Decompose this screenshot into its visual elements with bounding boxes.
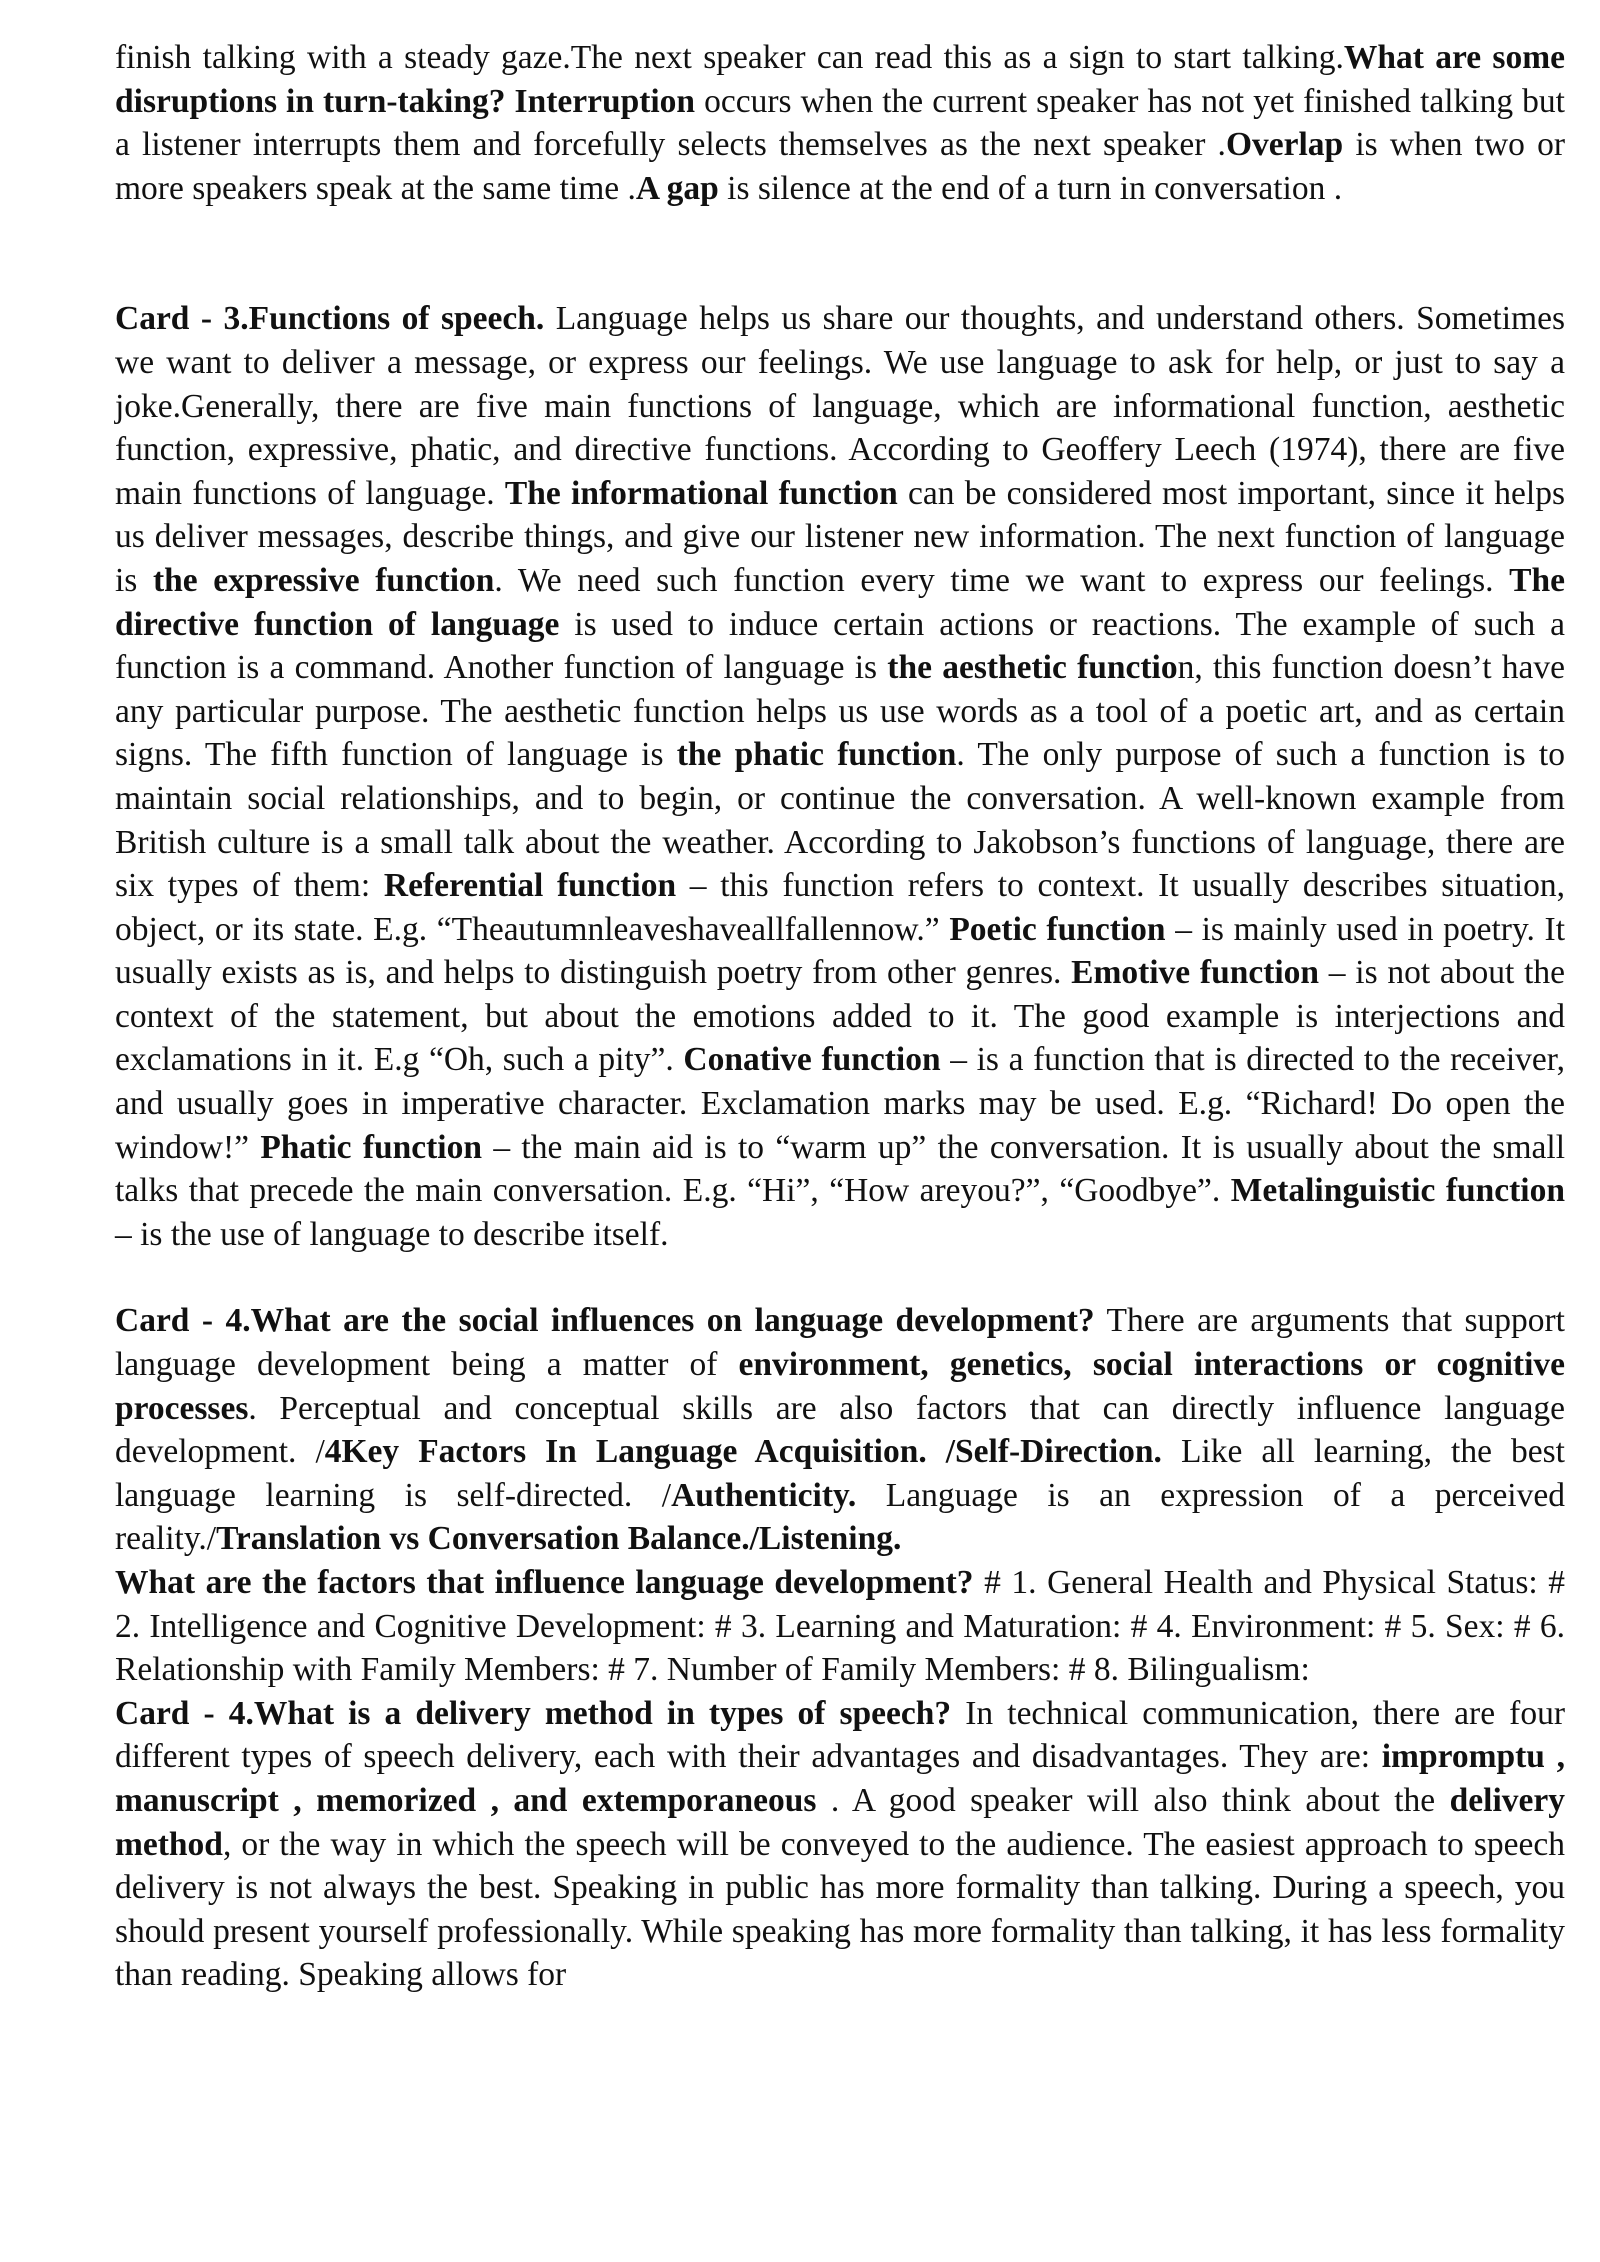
text-run-bold: Interruption [514,82,696,120]
text-run-bold: the expressive function [152,561,495,599]
text-run-bold: 4Key Factors In Language Acquisition. /Self-Direction. [324,1433,1162,1471]
text-run: , or the way in which the speech will be conveyed to the audience. The easiest approach to speech delivery is not always the best. Speaking in public has more formality than talking. During a speech, you should present yourself professionally. While speaking has more formality than talking, it has less formality than reading. Speaking allows for [115,1825,1565,1994]
text-run: is silence at the end of a turn in conversation . [718,169,1343,207]
text-run-bold: A gap [635,169,719,207]
text-run-bold: Conative function [683,1041,941,1079]
question-heading: What are the factors that influence language development? [115,1564,974,1601]
text-run-bold: impromptu , manuscript , memorized , and extemporaneous [115,1738,1565,1819]
document-page [115,36,1565,1997]
text-run-bold: The directive function of language [115,561,1566,643]
text-run: Language is an expression of a perceived reality./ [115,1476,1565,1558]
text-run-bold: Phatic function [260,1128,482,1166]
text-run: – this function refers to context. It usually describes situation, object, or its state. E.g. “Theautumnleaveshaveallfallennow.” [115,867,1565,948]
card-heading: Card - 3.Functions of speech. [115,300,545,338]
text-run: Like all learning, the best language learning is self-directed. / [115,1433,1565,1514]
text-run: . We need such function every time we want to express our feelings. [494,561,1510,599]
text-run: – is a function that is directed to the receiver, and usually goes in imperative character. Exclamation marks may be used. E.g. “Richard! Do open the window!” [115,1041,1565,1166]
text-run: – is the use of language to describe itself. [115,1215,669,1253]
text-run-bold: Authenticity. [671,1476,857,1514]
text-run-bold: the phatic function [676,736,957,774]
card-heading: Card - 4.What are the social influences on language development? [115,1302,1095,1340]
text-run-bold: Overlap [1225,126,1344,164]
text-run: There are arguments that support language development being a matter of [115,1302,1565,1384]
card-heading: Card - 4.What is a delivery method in types of speech? [115,1694,952,1732]
text-run-bold: Metalinguistic function [1230,1172,1565,1210]
text-run: . A good speaker will also think about the [816,1781,1450,1819]
text-run-bold: Emotive function [1071,954,1320,992]
text-run: n, this function doesn’t have any particular purpose. The aesthetic function helps us use words as a tool of a poetic art, and as certain signs. The fifth function of language is [115,649,1565,774]
text-run: – is mainly used in poetry. It usually exists as is, and helps to distinguish poetry from other genres. [115,910,1566,992]
text-run-bold: Referential function [383,867,677,905]
paragraph-language-factors [115,1561,1565,1692]
text-run-bold: delivery method [115,1781,1565,1863]
text-run: # 1. General Health and Physical Status: # 2. Intelligence and Cognitive Development: # 3. Learning and Maturation: # 4. Environment: # 5. Sex: # 6. Relationship with Family Members: # 7. Number of Family Members: # 8. Bilingualism: [115,1564,1565,1689]
paragraph-card-4-delivery-method [115,1692,1565,1997]
text-run-bold: What are some disruptions in turn-taking? [115,39,1565,120]
paragraph-turn-taking [115,36,1565,210]
text-run-bold: Poetic function [949,910,1166,948]
text-run-bold: The informational function [504,474,898,512]
text-run: – the main aid is to “warm up” the conversation. It is usually about the small talks that precede the main conversation. E.g. “Hi”, “How areyou?”, “Goodbye”. [115,1128,1565,1210]
paragraph-spacer [115,210,1565,297]
paragraph-card-3-functions-of-speech [115,297,1565,1256]
text-run: occurs when the current speaker has not yet finished talking but a listener interrupts them and forcefully selects themselves as the next speaker . [115,82,1565,164]
text-run: In technical communication, there are four different types of speech delivery, each with their advantages and disadvantages. They are: [115,1694,1565,1776]
text-run-bold: Translation vs Conversation Balance./Listening. [216,1520,902,1558]
text-run-bold: environment, genetics, social interactions or cognitive processes [115,1346,1565,1427]
text-run: finish talking with a steady gaze.The next speaker can read this as a sign to start talking. [115,39,1344,76]
text-run-bold: the aesthetic functio [887,649,1178,687]
text-run: can be considered most important, since it helps us deliver messages, describe things, and give our listener new information. The next function of language is [115,474,1565,599]
text-run: is used to induce certain actions or reactions. The example of such a function is a command. Another function of language is [115,605,1565,687]
text-run: . The only purpose of such a function is to maintain social relationships, and to begin, or continue the conversation. A well-known example from British culture is a small talk about the weather. According to Jakobson’s functions of language, there are six types of them: [115,736,1565,905]
text-run: – is not about the context of the statement, but about the emotions added to it. The good example is interjections and exclamations in it. E.g “Oh, such a pity”. [115,954,1565,1079]
text-run: is when two or more speakers speak at the same time . [115,126,1566,207]
paragraph-spacer [115,1256,1565,1299]
text-run: Language helps us share our thoughts, and understand others. Sometimes we want to deliver a message, or express our feelings. We use language to ask for help, or just to say a joke.Generally, there are five main functions of language, which are informational function, aesthetic function, expressive, phatic, and directive functions. According to Geoffery Leech (1974), there are five main functions of language. [115,300,1566,512]
text-run: . Perceptual and conceptual skills are also factors that can directly influence language development. / [115,1389,1565,1471]
paragraph-card-4-social-influences [115,1299,1565,1561]
